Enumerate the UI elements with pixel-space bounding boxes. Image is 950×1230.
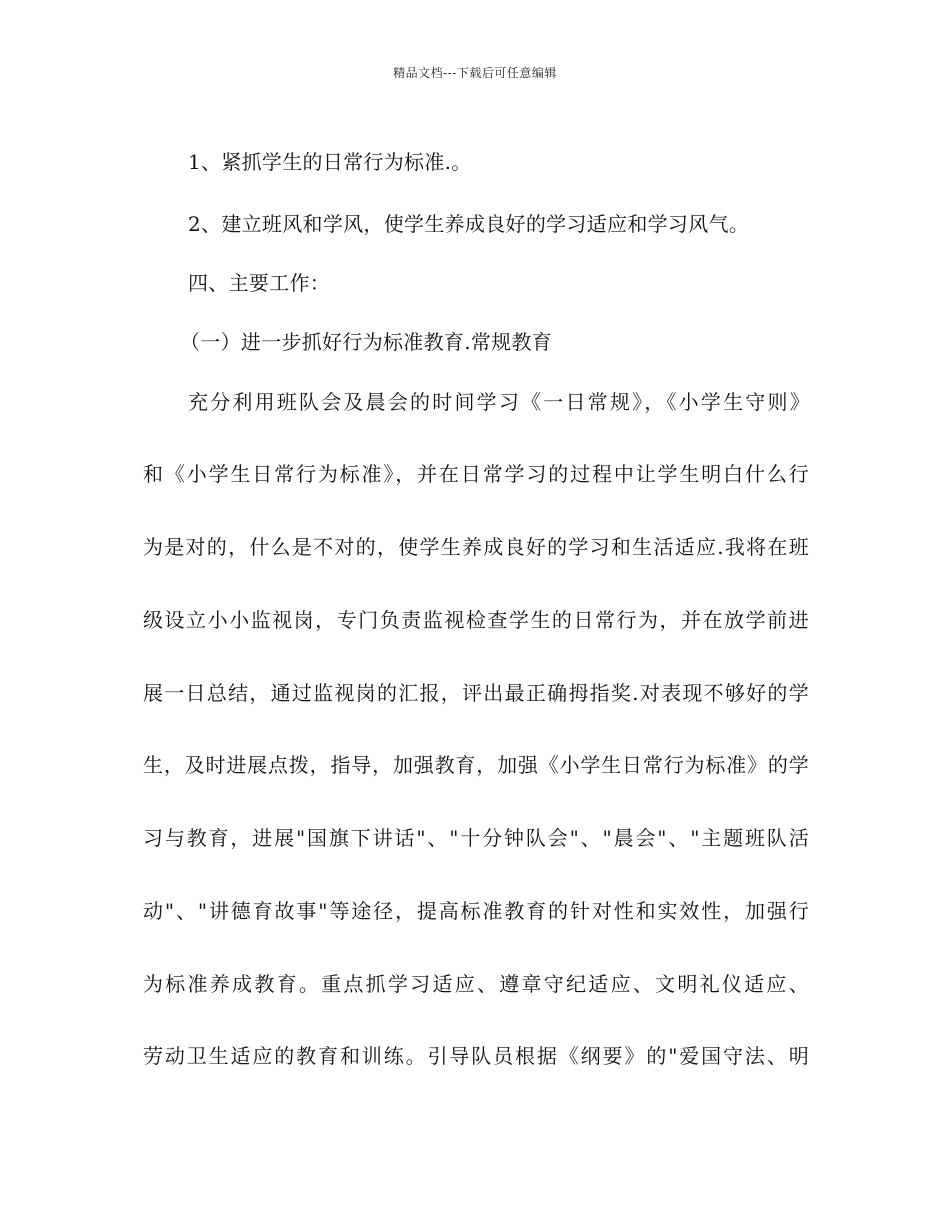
paragraph-line: 级设立小小监视岗，专门负责监视检查学生的日常行为，并在放学前进 xyxy=(143,608,809,632)
paragraph-line: 为是对的，什么是不对的，使学生养成良好的学习和生活适应.我将在班 xyxy=(143,535,809,559)
paragraph-line: 和《小学生日常行为标准》，并在日常学习的过程中让学生明白什么行 xyxy=(143,462,809,486)
page-header: 精品文档---下载后可任意编辑 xyxy=(393,66,557,80)
paragraph-line: 展一日总结，通过监视岗的汇报，评出最正确拇指奖.对表现不够好的学 xyxy=(143,681,809,705)
paragraph-line: 充分利用班队会及晨会的时间学习《一日常规》，《小学生守则》 xyxy=(188,390,810,414)
subsection-heading-1: （一）进一步抓好行为标准教育.常规教育 xyxy=(180,330,553,354)
paragraph-line: 动"、"讲德育故事"等途径，提高标准教育的针对性和实效性，加强行 xyxy=(143,899,809,923)
list-item-2: 2、建立班风和学风，使学生养成良好的学习适应和学习风气。 xyxy=(188,212,750,236)
paragraph-line: 习与教育，进展"国旗下讲话"、"十分钟队会"、"晨会"、"主题班队活 xyxy=(143,826,809,850)
paragraph-line: 劳动卫生适应的教育和训练。引导队员根据《纲要》的"爱国守法、明 xyxy=(143,1044,809,1068)
section-heading-4: 四、主要工作： xyxy=(188,271,331,295)
paragraph-line: 生，及时进展点拨，指导，加强教育，加强《小学生日常行为标准》的学 xyxy=(143,753,809,777)
paragraph-line: 为标准养成教育。重点抓学习适应、遵章守纪适应、文明礼仪适应、 xyxy=(143,972,809,996)
list-item-1: 1、紧抓学生的日常行为标准.。 xyxy=(188,150,472,174)
